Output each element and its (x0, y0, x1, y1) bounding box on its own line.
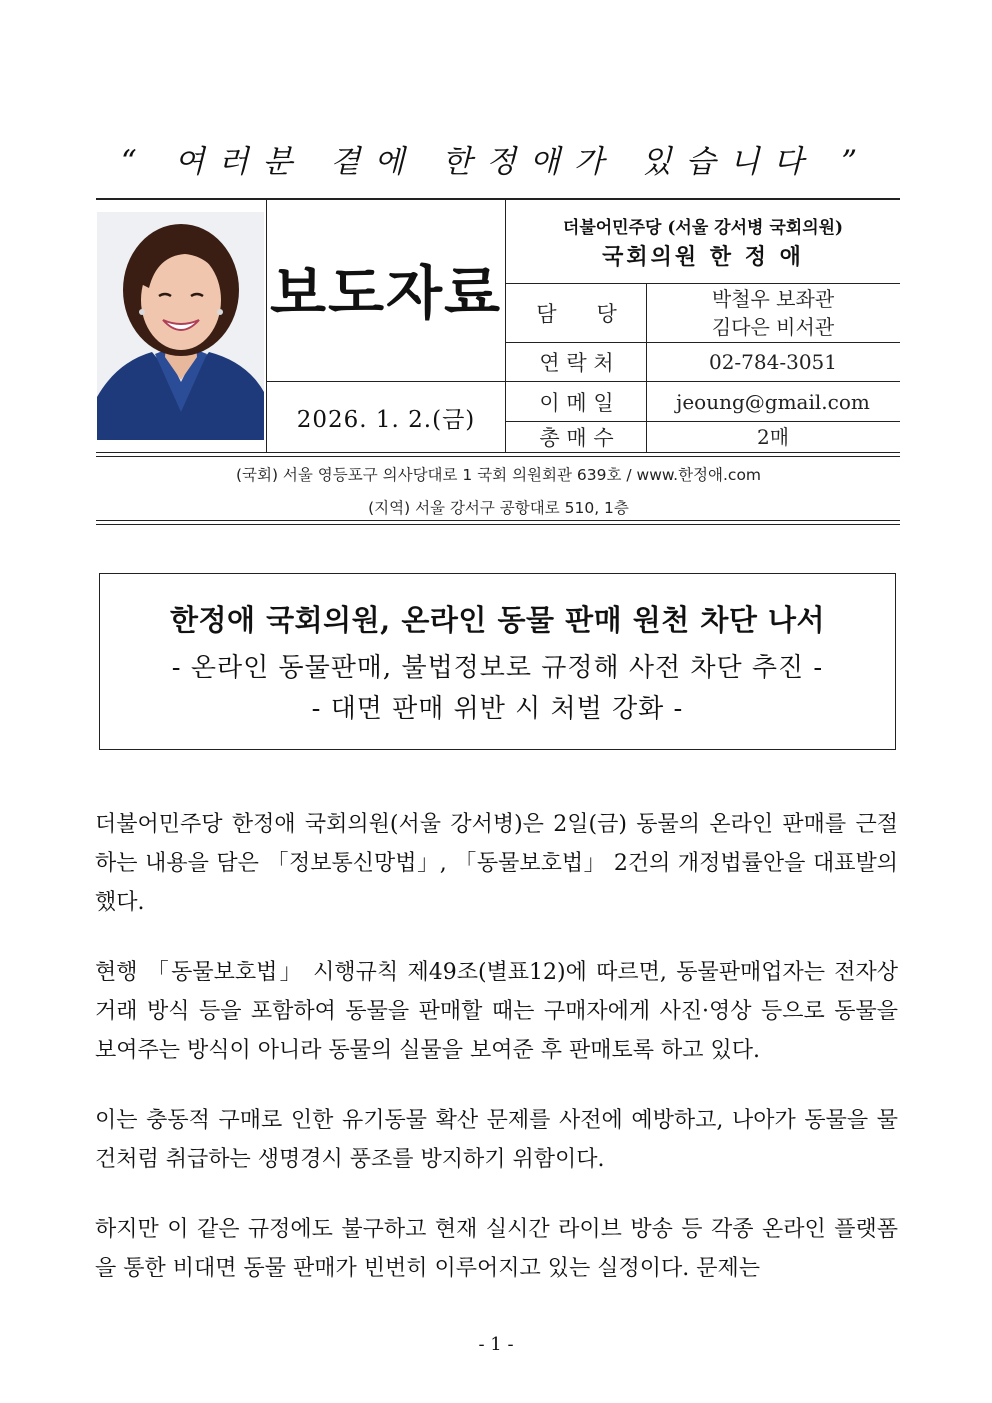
paragraph: 이는 충동적 구매로 인한 유기동물 확산 문제를 사전에 예방하고, 나아가 동물을 물건처럼 취급하는 생명경시 풍조를 방지하기 위함이다. (95, 1108, 898, 1172)
assembly-address: (국회) 서울 영등포구 의사당대로 1 국회 의원회관 639호 / www.한정애.com (235, 466, 762, 484)
headline-main: 한정애 국회의원, 온라인 동물 판매 원천 차단 나서 (169, 603, 826, 637)
paragraph: 하지만 이 같은 규정에도 불구하고 현재 실시간 라이브 방송 등 각종 온라인 플랫폼을 통한 비대면 동물 판매가 빈번히 이루어지고 있는 실정이다. 문제는 (95, 1217, 898, 1281)
page-number: - 1 - (478, 1334, 514, 1355)
party-affiliation: 더불어민주당 (서울 강서병 국회의원) (562, 218, 844, 238)
contact-label-manager: 담 당 (536, 302, 617, 326)
paragraph: 더불어민주당 한정애 국회의원(서울 강서병)은 2일(금) 동물의 온라인 판매를 근절하는 내용을 담은 「정보통신망법」, 「동물보호법」 2건의 개정법률안을 대표발의했다. (95, 812, 898, 915)
portrait-photo (97, 212, 264, 440)
header-top-line (96, 198, 900, 200)
press-release-title: 보도자료 (269, 259, 503, 327)
manager-name-1: 박철우 보좌관 (711, 287, 835, 311)
address-bottom-line (96, 520, 900, 521)
header-bottom-line (96, 452, 900, 453)
manager-name-2: 김다은 비서관 (711, 315, 835, 339)
member-name: 국회의원 한 정 애 (602, 244, 804, 270)
contact-label-phone: 연 락 처 (539, 351, 614, 375)
slogan: “ 여러분 곁에 한정애가 있습니다 ” (120, 144, 872, 180)
page-count: 2매 (756, 425, 790, 449)
contact-label-pages: 총 매 수 (539, 426, 614, 450)
local-address: (지역) 서울 강서구 공항대로 510, 1층 (368, 499, 629, 517)
headline-sub-2: - 대면 판매 위반 시 처벌 강화 - (311, 694, 684, 724)
contact-value-phone (647, 343, 899, 381)
address-bottom-line-2 (96, 524, 900, 525)
contact-value-email (647, 382, 899, 421)
contact-value-manager (647, 284, 899, 342)
email-address: jeoung@gmail.com (676, 389, 870, 414)
paragraph: 현행 「동물보호법」 시행규칙 제49조(별표12)에 따르면, 동물판매업자는 전자상거래 방식 등을 포함하여 동물을 판매할 때는 구매자에게 사진·영상 등으로 동물을 보여주는 방식이 아니라 동물의 실물을 보여준 후 판매토록 하고 있다. (95, 960, 898, 1063)
header-bottom-line-2 (96, 456, 900, 457)
headline-box (99, 573, 896, 750)
phone-number: 02-784-3051 (708, 350, 838, 374)
contact-value-pages (647, 422, 899, 452)
release-date: 2026. 1. 2.(금) (296, 407, 476, 433)
body-text (95, 805, 898, 1319)
headline-sub-1: - 온라인 동물판매, 불법정보로 규정해 사전 차단 추진 - (171, 653, 824, 683)
contact-label-email: 이 메 일 (539, 390, 614, 415)
